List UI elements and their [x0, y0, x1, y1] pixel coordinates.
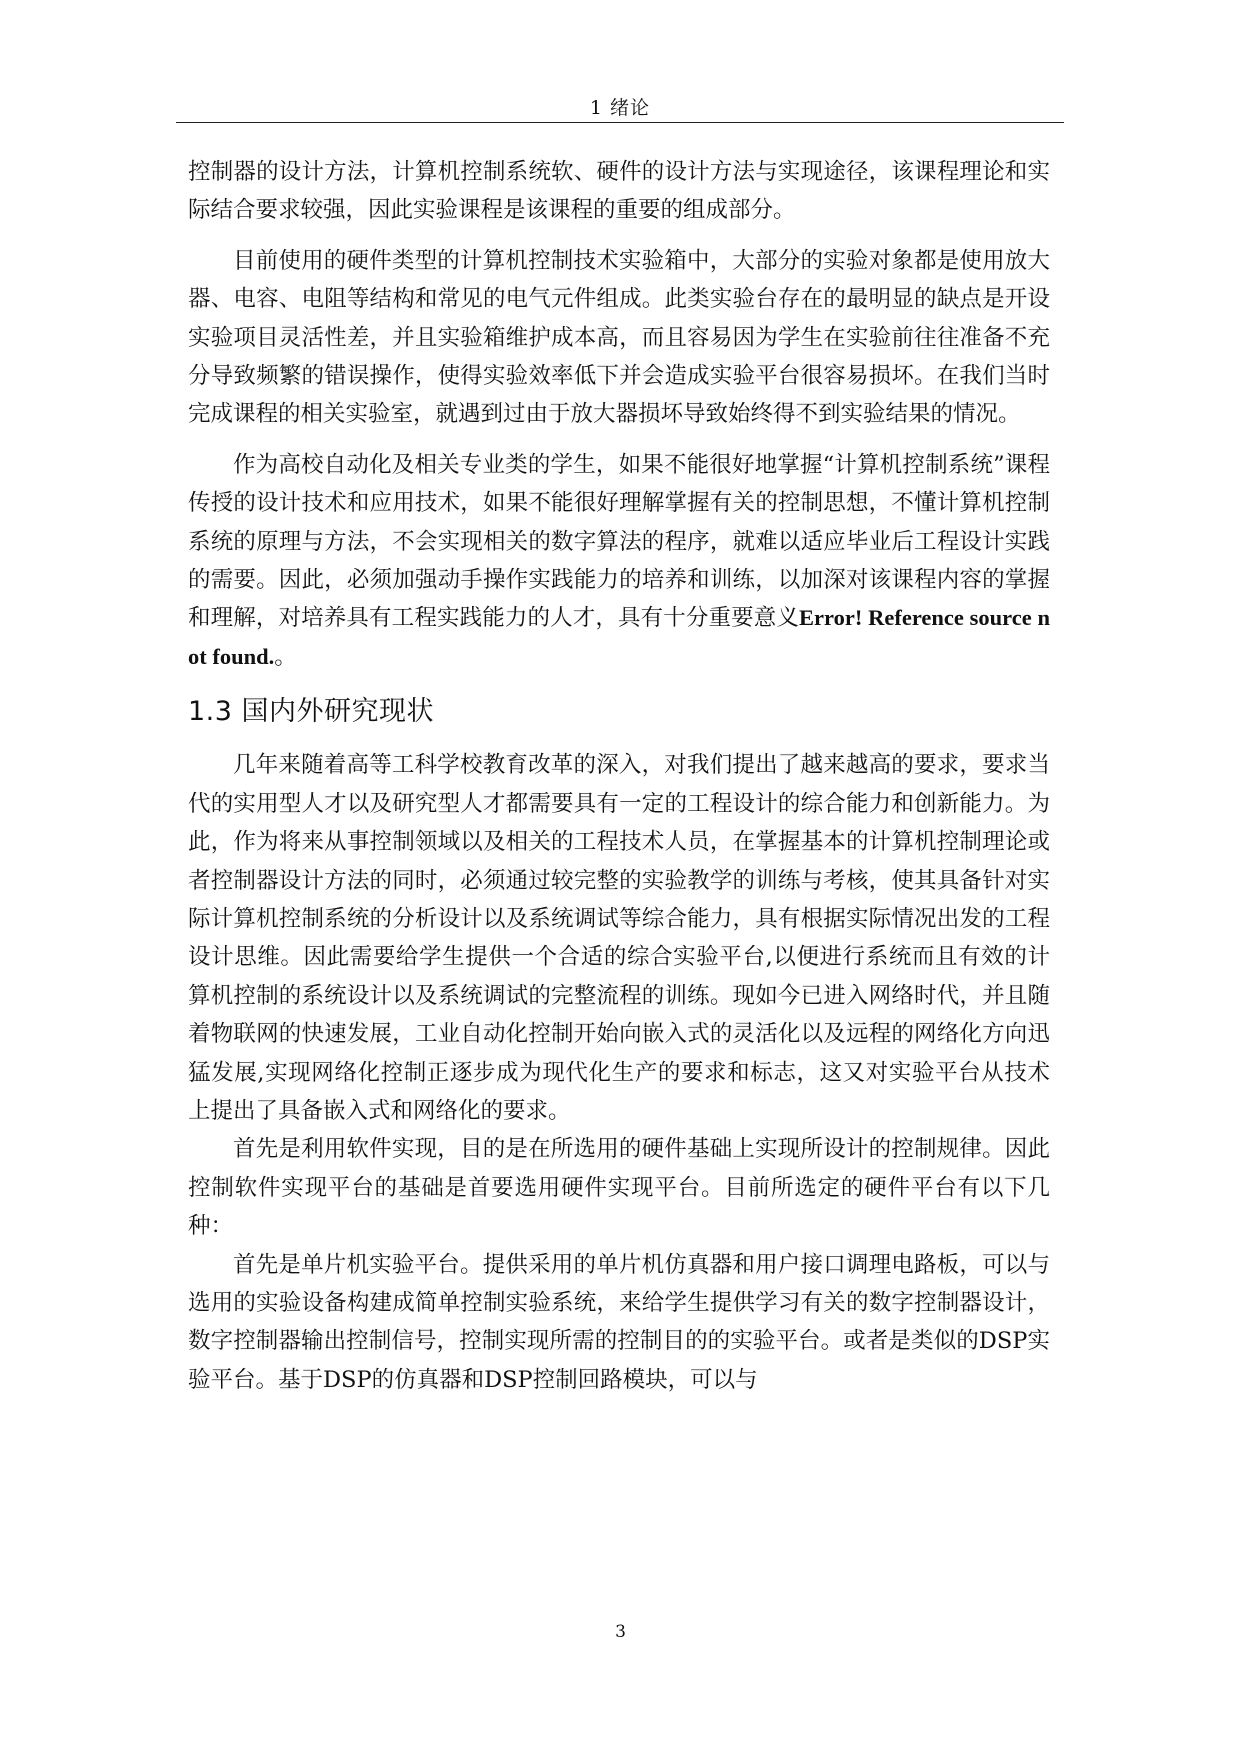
- paragraph-3: [188, 446, 1050, 676]
- paragraph-3-end: 。: [274, 643, 297, 670]
- paragraph-4: 几年来随着高等工科学校教育改革的深入，对我们提出了越来越高的要求，要求当代的实用型人才以及研究型人才都需要具有一定的工程设计的综合能力和创新能力。为此，作为将来从事控制领域以及相关的工程技术人员，在掌握基本的计算机控制理论或者控制器设计方法的同时，必须通过较完整的实验教学的训练与考核，使其具备针对实际计算机控制系统的分析设计以及系统调试等综合能力，具有根据实际情况出发的工程设计思维。因此需要给学生提供一个合适的综合实验平台,以便进行系统而且有效的计算机控制的系统设计以及系统调试的完整流程的训练。现如今已进入网络时代，并且随着物联网的快速发展，工业自动化控制开始向嵌入式的灵活化以及远程的网络化方向迅猛发展,实现网络化控制正逐步成为现代化生产的要求和标志，这又对实验平台从技术上提出了具备嵌入式和网络化的要求。: [188, 752, 1050, 1124]
- paragraph-2: 目前使用的硬件类型的计算机控制技术实验箱中，大部分的实验对象都是使用放大器、电容、电阻等结构和常见的电气元件组成。此类实验台存在的最明显的缺点是开设实验项目灵活性差，并且实验箱维护成本高，而且容易因为学生在实验前往往准备不充分导致频繁的错误操作，使得实验效率低下并会造成实验平台很容易损坏。在我们当时完成课程的相关实验室，就遇到过由于放大器损坏导致始终得不到实验结果的情况。: [188, 247, 1050, 428]
- page-number: 3: [615, 1622, 626, 1642]
- paragraph-3-text: 作为高校自动化及相关专业类的学生，如果不能很好地掌握“计算机控制系统”课程传授的设计技术和应用技术，如果不能很好理解掌握有关的控制思想，不懂计算机控制系统的原理与方法，不会实现相关的数字算法的程序，就难以适应毕业后工程设计实践的需要。因此，必须加强动手操作实践能力的培养和训练，以加深对该课程内容的掌握和理解，对培养具有工程实践能力的人才，具有十分重要意义: [188, 451, 1050, 632]
- section-heading: 1.3 国内外研究现状: [188, 696, 435, 728]
- reference-error: Error! Reference source not found.: [188, 605, 1050, 669]
- running-header: 1 绪论: [589, 97, 651, 119]
- paragraph-1: 控制器的设计方法，计算机控制系统软、硬件的设计方法与实现途径，该课程理论和实际结合要求较强，因此实验课程是该课程的重要的组成部分。: [188, 159, 1050, 224]
- body-text: [188, 153, 1050, 1399]
- paragraph-5: 首先是利用软件实现，目的是在所选用的硬件基础上实现所设计的控制规律。因此控制软件实现平台的基础是首要选用硬件实现平台。目前所选定的硬件平台有以下几种：: [188, 1136, 1050, 1240]
- header-rule: [176, 122, 1064, 123]
- paragraph-6: 首先是单片机实验平台。提供采用的单片机仿真器和用户接口调理电路板，可以与选用的实验设备构建成简单控制实验系统，来给学生提供学习有关的数字控制器设计，数字控制器输出控制信号，控制实现所需的控制目的的实验平台。或者是类似的DSP实验平台。基于DSP的仿真器和DSP控制回路模块，可以与: [188, 1251, 1050, 1393]
